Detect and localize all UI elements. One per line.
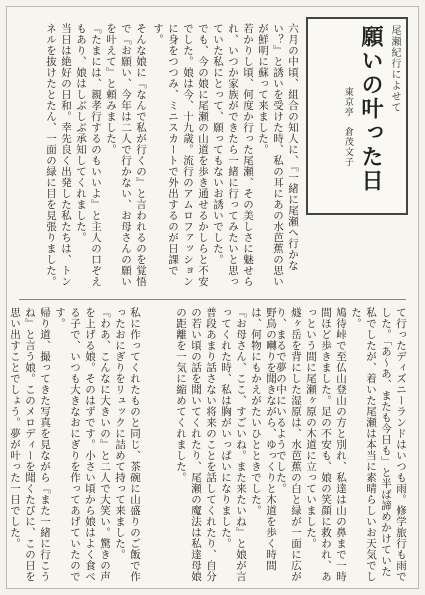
article-page [6,6,419,589]
paragraph: 燧ヶ岳を背にした湿原は、水芭蕉の白と緑が一面に広がり、まるで夢の中にいるようでした。 [275,307,302,582]
column-bottom-left [9,307,142,583]
column-bottom-right [275,307,408,583]
paragraph: でも、今の娘に尾瀬の山道を歩き通せるかしらと不安でした。娘は今、十九歳。流行のアムロファッションに身をつつみ、ミニスカートで外出するのが日課です。 [152,23,209,287]
column-top-right [152,23,300,291]
paragraph: 当日は絶好の日和。幸先良く出発した私たちは、トンネルを抜けたとたん、一面の緑に目を見張りました。 [45,23,72,287]
paragraph: そんな娘に『なんで私が行くの』と言われるのを覚悟で『お願い、今年は二人で行かない、お母さんの願いを叶えて』と頼みました。 [105,23,147,287]
paragraph: 野鳥の囀りを聞きながら、ゆっくりと木道を歩く時間は、何物にもかえがたいひとときでした。 [250,307,277,571]
column-bottom-middle [150,307,278,583]
title-box [306,17,408,215]
paragraph: 普段あまり話さない将来のことを話してくれたり、自分の若い頃の話を聞いてくれたり、尾瀬の魔法は私達母娘の距離を一気に縮めてくれました。 [175,307,217,582]
article-kicker: 尾瀬紀行によせて [389,25,400,113]
paragraph: 『わあ、こんなに大きいの』と二人で大笑い。驚きの声を上げる娘。そのはずです。小さい頃から娘はよく食べる子で、いつも大きなおにぎりを作ってあげていたのです。 [54,307,111,582]
article-headline: 願いの叶った日 [358,25,384,193]
paragraph: 私に作ってくれたものと同じ、茶碗に山盛りのご飯で作ったおにぎりをリュックに詰めて持って来ました。 [114,307,141,582]
section-divider [19,299,406,300]
column-top-left [13,23,148,291]
paragraph: 帰り道、撮ってきた写真を見ながら『また一緒に行こうね』と言う娘。このメロディーを聞くたびに、この日を思い出すことでしょう。夢が叶った一日でした。 [9,307,51,582]
paragraph: 『お母さん、ここ、すごいね。また来たいね』と娘が言ってくれた時、私は胸がいっぱいになりました。 [220,307,247,582]
paragraph: 『たまには、親孝行するのもいいよ』と主人の口ぞえもあり、娘はしぶしぶ承知してくれました。 [75,23,102,287]
paragraph: 鳩待峠で至仏山登山の方と別れ、私達は山の鼻まで一時間ほど歩きました。足の不安も、娘の笑顔に救われ、あっという間に尾瀬ヶ原の木道に立っていました。 [305,307,347,582]
paragraph: て行ったディズニーランドはいつも雨。修学旅行も雨でした。「あ～あ、またも今日も」と半ば諦めかけていた私でしたが、着いた尾瀬は本当に素晴らしいお天気でした。 [350,307,407,582]
article-byline: 東京亭 倉茂文子 [342,87,353,167]
paragraph: 六月の中頃、組合の知人に、『一緒に尾瀬へ行かない？』と誘いを受けた時、私の耳にあの水芭蕉の思いが鮮明に蘇って来ました。 [257,23,299,287]
paragraph: 若かりし頃、何度か行った尾瀬、その美しさに魅せられ、いつか家族ができたら一緒に行ってみたいと思っていた私にとって、願ってもないお誘いでした。 [212,23,254,287]
